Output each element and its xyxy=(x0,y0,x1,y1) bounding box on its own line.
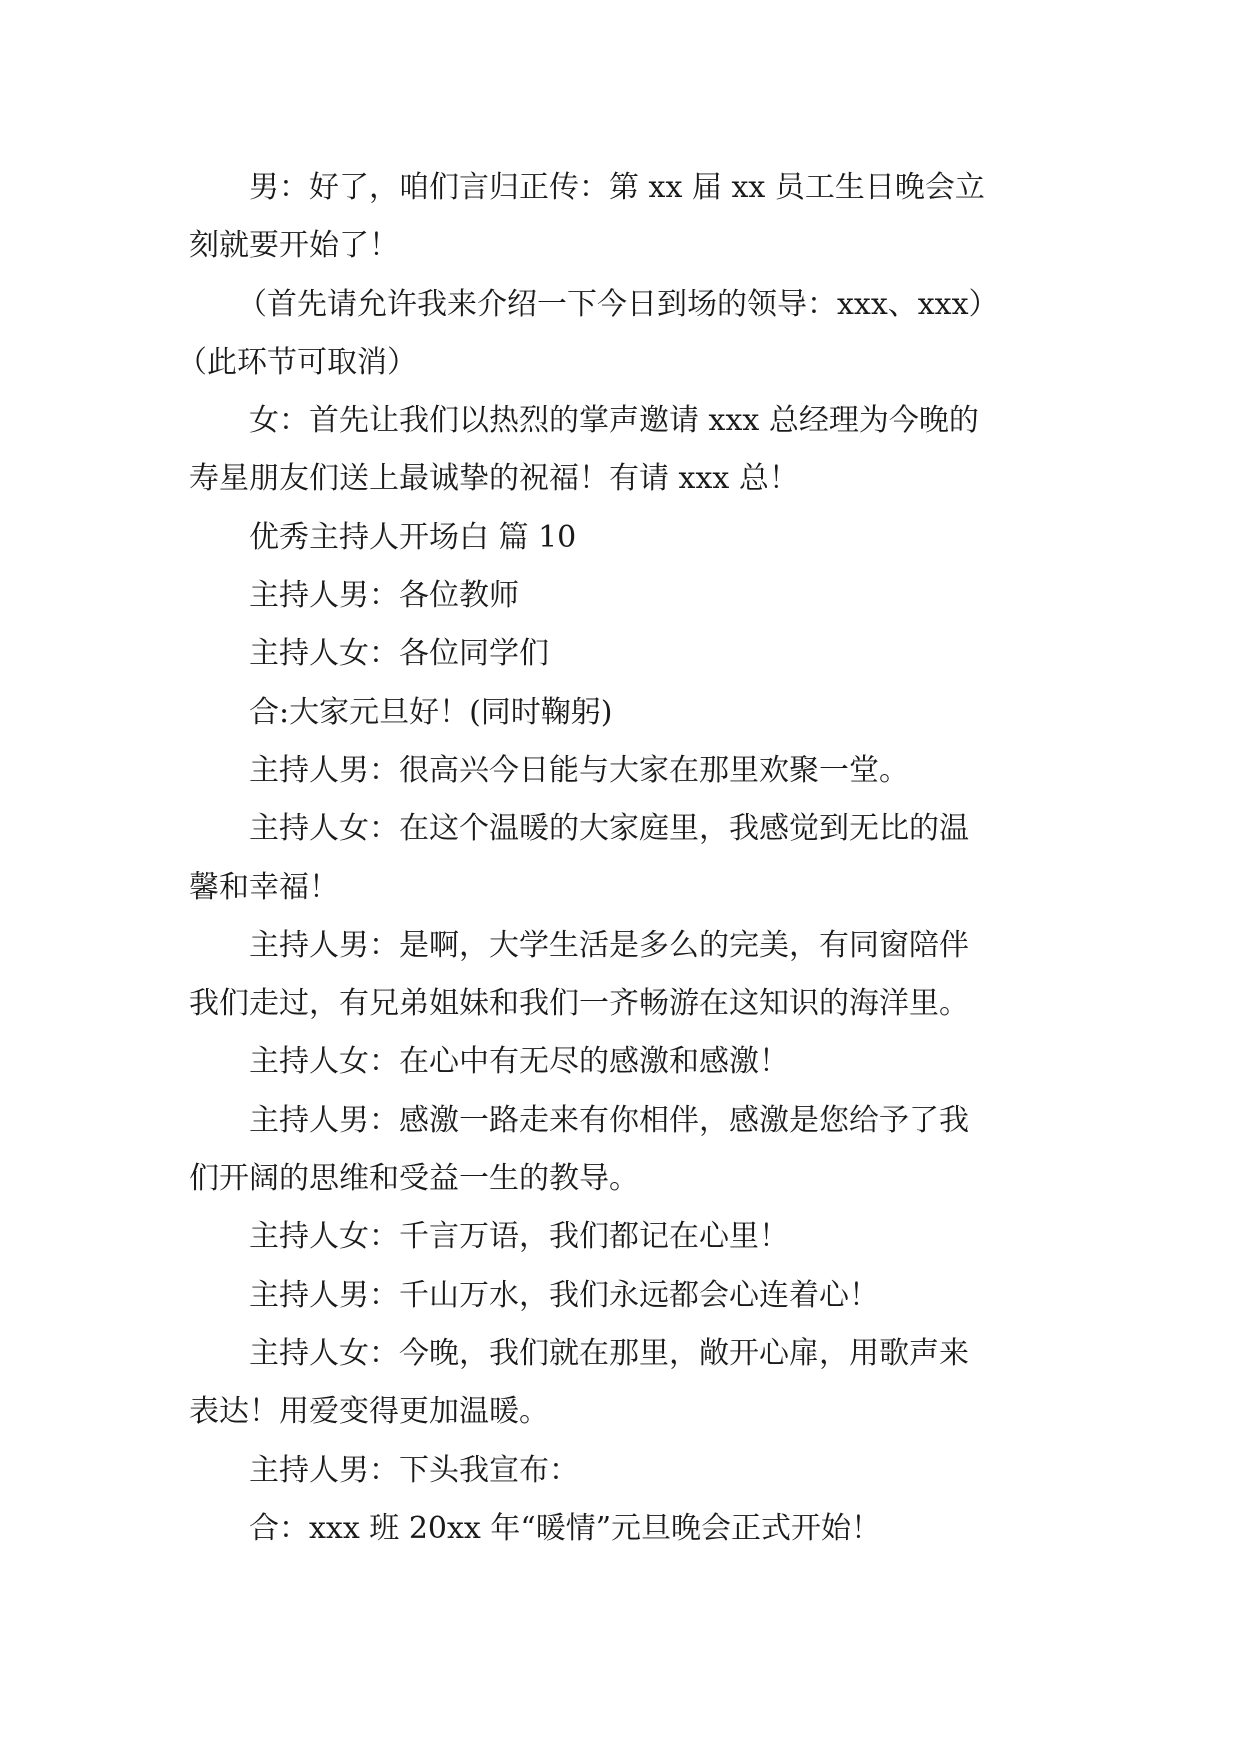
paragraph-female-blessing xyxy=(189,392,1064,509)
text-line: 主持人男：很高兴今日能与大家在那里欢聚一堂。 xyxy=(249,752,909,788)
paragraph-host-female xyxy=(189,800,1064,917)
section-heading xyxy=(189,509,1064,567)
paragraph-leader-introduction xyxy=(177,276,1064,393)
text-line: 我们走过，有兄弟姐妹和我们一齐畅游在这知识的海洋里。 xyxy=(189,986,969,1022)
text-line: （首先请允许我来介绍一下今日到场的领导：xxx、xxx） xyxy=(237,286,999,322)
text-line: 主持人男：千山万水，我们永远都会心连着心！ xyxy=(249,1277,879,1313)
text-line: 表达！用爱变得更加温暖。 xyxy=(189,1394,549,1430)
text-line: 主持人女：今晚，我们就在那里，敞开心扉，用歌声来 xyxy=(249,1335,969,1371)
paragraph-host-male xyxy=(189,1267,1064,1325)
text-line: 主持人女：在心中有无尽的感激和感激！ xyxy=(249,1044,789,1080)
paragraph-host-female xyxy=(189,1208,1064,1266)
text-line: 寿星朋友们送上最诚挚的祝福！有请 xxx 总！ xyxy=(189,461,799,497)
text-line: 男：好了，咱们言归正传：第 xx 届 xx 员工生日晚会立 xyxy=(249,170,985,205)
text-line: 主持人男：是啊，大学生活是多么的完美，有同窗陪伴 xyxy=(249,927,969,963)
text-line: 合:大家元旦好！(同时鞠躬) xyxy=(249,694,613,730)
text-line: 主持人男：感激一路走来有你相伴，感激是您给予了我 xyxy=(249,1102,969,1138)
text-line: 优秀主持人开场白 篇 10 xyxy=(249,519,577,555)
paragraph-host-female xyxy=(189,625,1064,683)
paragraph-host-male xyxy=(189,1092,1064,1209)
text-line: 馨和幸福！ xyxy=(189,869,339,905)
paragraph-host-male xyxy=(189,742,1064,800)
text-line: 刻就要开始了！ xyxy=(189,228,399,264)
text-line: 主持人女：各位同学们 xyxy=(249,636,549,672)
paragraph-host-male xyxy=(189,567,1064,625)
text-line: 女：首先让我们以热烈的掌声邀请 xxx 总经理为今晚的 xyxy=(249,403,979,439)
paragraph-together xyxy=(189,1500,1064,1558)
text-line: 主持人男：各位教师 xyxy=(249,578,519,614)
paragraph-host-male xyxy=(189,917,1064,1034)
paragraph-male-opening xyxy=(189,159,1064,276)
paragraph-host-female xyxy=(189,1033,1064,1091)
text-line: 主持人男：下头我宣布： xyxy=(249,1452,579,1488)
paragraph-host-male xyxy=(189,1442,1064,1500)
text-line: 主持人女：在这个温暖的大家庭里，我感觉到无比的温 xyxy=(249,811,969,847)
text-line: （此环节可取消） xyxy=(177,344,417,380)
text-line: 们开阔的思维和受益一生的教导。 xyxy=(189,1161,639,1197)
text-line: 合：xxx 班 20xx 年“暖情”元旦晚会正式开始！ xyxy=(249,1510,882,1546)
paragraph-together xyxy=(189,684,1064,742)
document-body xyxy=(177,159,1064,1558)
text-line: 主持人女：千言万语，我们都记在心里！ xyxy=(249,1219,789,1255)
paragraph-host-female xyxy=(189,1325,1064,1442)
